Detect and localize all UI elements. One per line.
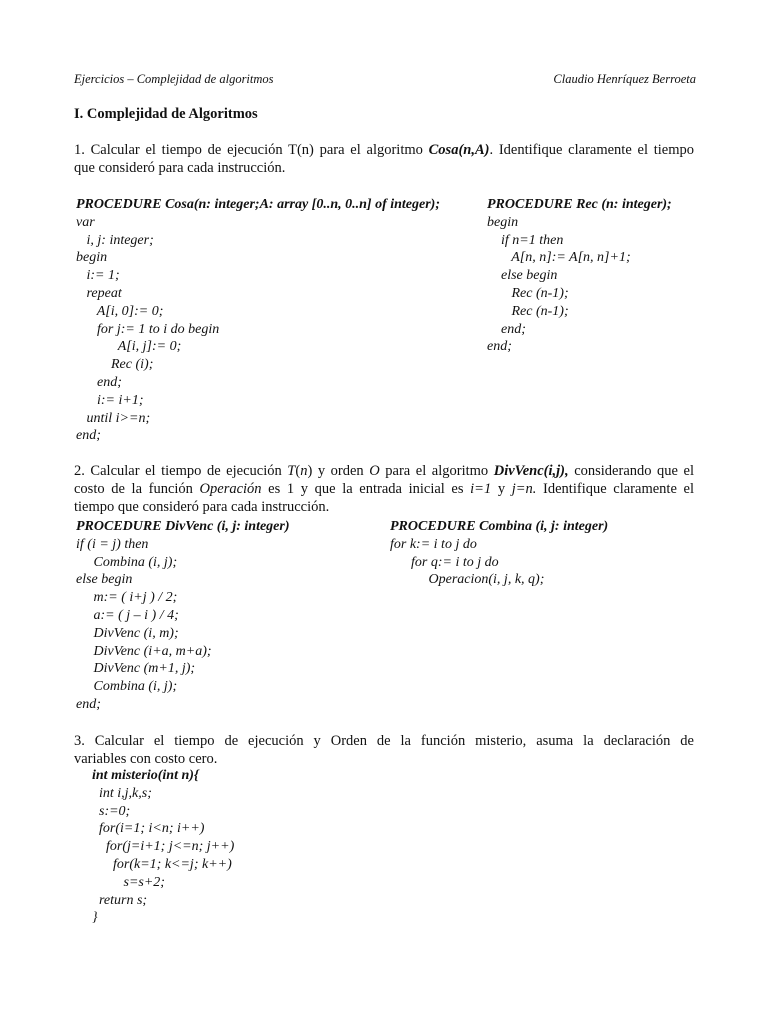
code-line: return s; bbox=[92, 892, 148, 908]
code-line: s:=0; bbox=[92, 803, 131, 819]
code-line: Combina (i, j); bbox=[76, 554, 178, 570]
procedure-divvenc-code bbox=[76, 518, 290, 714]
code-line: DivVenc (m+1, j); bbox=[76, 661, 196, 677]
exercise-3-line-1: 3. Calcular el tiempo de ejecución y Orden de la función misterio, asuma la declaración de bbox=[74, 733, 694, 749]
code-line: A[n, n]:= A[n, n]+1; bbox=[487, 250, 631, 266]
exercise-3-line-2: variables con costo cero. bbox=[74, 751, 218, 767]
code-line: Operacion(i, j, k, q); bbox=[390, 572, 545, 588]
code-line: for(j=i+1; j<=n; j++) bbox=[92, 839, 235, 855]
code-line: m:= ( i+j ) / 2; bbox=[76, 590, 178, 606]
code-line: end; bbox=[487, 339, 512, 355]
code-line: for k:= i to j do bbox=[390, 536, 477, 552]
code-line: if n=1 then bbox=[487, 232, 564, 248]
code-line: i:= i+1; bbox=[76, 392, 144, 408]
code-line: PROCEDURE DivVenc (i, j: integer) bbox=[76, 519, 290, 534]
code-line: for(i=1; i<n; i++) bbox=[92, 821, 205, 837]
code-line: i, j: integer; bbox=[76, 232, 154, 248]
function-misterio-code bbox=[92, 767, 234, 927]
code-line: end; bbox=[76, 374, 122, 390]
code-line: DivVenc (i, m); bbox=[76, 625, 179, 641]
code-line: A[i, j]:= 0; bbox=[76, 339, 182, 355]
code-line: else begin bbox=[487, 268, 558, 284]
procedure-cosa-code bbox=[76, 196, 440, 445]
code-line: var bbox=[76, 214, 95, 230]
code-line: a:= ( j – i ) / 4; bbox=[76, 607, 179, 623]
exercise-1-statement bbox=[74, 141, 694, 177]
code-line: i:= 1; bbox=[76, 268, 120, 284]
code-line: int misterio(int n){ bbox=[92, 768, 199, 783]
exercise-1-line-1: 1. Calcular el tiempo de ejecución T(n) para el algoritmo Cosa(n,A). Identifique claramente el tiempo bbox=[74, 142, 694, 158]
exercise-2-line-1: 2. Calcular el tiempo de ejecución T(n) y orden O para el algoritmo DivVenc(i,j), considerando que el bbox=[74, 463, 695, 479]
procedure-combina-code bbox=[390, 518, 608, 589]
code-line: begin bbox=[487, 214, 519, 230]
code-line: DivVenc (i+a, m+a); bbox=[76, 643, 212, 659]
code-line: end; bbox=[76, 696, 101, 712]
code-line: begin bbox=[76, 250, 108, 266]
code-line: Combina (i, j); bbox=[76, 679, 178, 695]
exercise-2-line-2: costo de la función Operación es 1 y que la entrada inicial es i=1 y j=n. Identifique claramente el bbox=[74, 481, 694, 497]
code-line: } bbox=[92, 910, 98, 926]
code-line: PROCEDURE Combina (i, j: integer) bbox=[390, 519, 609, 534]
code-line: PROCEDURE Cosa(n: integer;A: array [0..n, 0..n] of integer); bbox=[76, 197, 441, 212]
exercise-2-statement bbox=[74, 462, 694, 516]
section-title: I. Complejidad de Algoritmos bbox=[74, 106, 258, 122]
code-line: Rec (n-1); bbox=[487, 303, 569, 319]
procedure-rec-code bbox=[487, 196, 672, 356]
code-line: end; bbox=[487, 321, 526, 337]
code-line: int i,j,k,s; bbox=[92, 785, 152, 801]
header-right: Claudio Henríquez Berroeta bbox=[553, 72, 696, 86]
code-line: if (i = j) then bbox=[76, 536, 149, 552]
exercise-3-statement bbox=[74, 732, 694, 768]
code-line: else begin bbox=[76, 572, 133, 588]
code-line: repeat bbox=[76, 285, 122, 301]
code-line: for j:= 1 to i do begin bbox=[76, 321, 220, 337]
code-line: PROCEDURE Rec (n: integer); bbox=[487, 197, 672, 212]
code-line: end; bbox=[76, 428, 101, 444]
code-line: until i>=n; bbox=[76, 410, 151, 426]
code-line: A[i, 0]:= 0; bbox=[76, 303, 164, 319]
exercise-2-line-3: tiempo que consideró para cada instrucción. bbox=[74, 499, 330, 515]
exercise-1-line-2: que consideró para cada instrucción. bbox=[74, 160, 286, 176]
header-left: Ejercicios – Complejidad de algoritmos bbox=[74, 72, 274, 86]
code-line: Rec (i); bbox=[76, 357, 154, 373]
code-line: for q:= i to j do bbox=[390, 554, 499, 570]
code-line: for(k=1; k<=j; k++) bbox=[92, 856, 232, 872]
code-line: s=s+2; bbox=[92, 874, 165, 890]
code-line: Rec (n-1); bbox=[487, 285, 569, 301]
